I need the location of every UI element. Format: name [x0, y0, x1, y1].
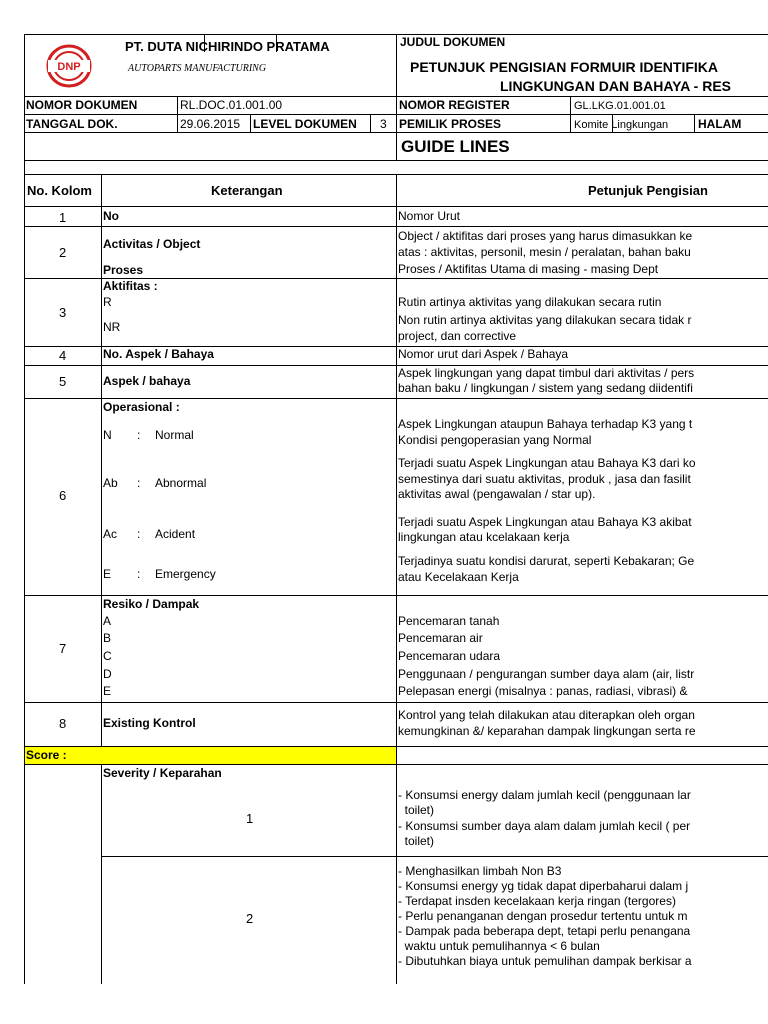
- row-3-ket-r: R: [103, 295, 112, 309]
- row-7-no: 7: [59, 641, 67, 656]
- row-4-ket: No. Aspek / Bahaya: [103, 347, 214, 361]
- row-2-ket-1: Activitas / Object: [103, 237, 201, 251]
- row-2-pet-2: atas : aktivitas, personil, mesin / peralatan, bahan baku: [398, 245, 691, 259]
- severity-1-value: 1: [246, 811, 254, 826]
- row-5-pet-2: bahan baku / lingkungan / sistem yang sedang diidentifi: [398, 381, 693, 395]
- severity-2-value: 2: [246, 911, 254, 926]
- tanggal-label: TANGGAL DOK.: [26, 117, 118, 131]
- row-8-no: 8: [59, 716, 67, 731]
- row-4-no: 4: [59, 348, 67, 363]
- row-6-item-normal-colon: :: [137, 428, 141, 442]
- row-6-item-abnormal-colon: :: [137, 476, 141, 490]
- row-6-item-acident-pet-1: Terjadi suatu Aspek Lingkungan atau Bahaya K3 akibat: [398, 515, 692, 529]
- severity-head: Severity / Keparahan: [103, 766, 222, 780]
- row-6-item-abnormal-code: Ab: [103, 476, 118, 490]
- pemilik-label: PEMILIK PROSES: [399, 117, 502, 131]
- row-3-pet-1: Rutin artinya aktivitas yang dilakukan secara rutin: [398, 295, 662, 309]
- company-logo: [44, 41, 94, 91]
- row-4-pet: Nomor urut dari Aspek / Bahaya: [398, 347, 569, 361]
- row-7-item-b-code: B: [103, 631, 112, 645]
- row-6-item-abnormal-name: Abnormal: [155, 476, 207, 490]
- guide-lines-title: GUIDE LINES: [401, 137, 510, 156]
- severity-2-line-5: - Dampak pada beberapa dept, tetapi perlu penangana: [398, 924, 691, 938]
- nomor-dokumen-value: RL.DOC.01.001.00: [180, 98, 283, 112]
- row-6-ket-head: Operasional :: [103, 400, 180, 414]
- row-7-item-a-pet: Pencemaran tanah: [398, 614, 500, 628]
- row-5-ket: Aspek / bahaya: [103, 374, 191, 388]
- severity-2-line-7: - Dibutuhkan biaya untuk pemulihan dampak berkisar a: [398, 954, 692, 968]
- row-3-no: 3: [59, 305, 67, 320]
- pemilik-value: Komite Lingkungan: [574, 119, 669, 131]
- row-6-item-emergency-colon: :: [137, 567, 141, 581]
- row-3-pet-3: project, dan corrective: [398, 329, 517, 343]
- severity-1-line-2: toilet): [398, 803, 435, 817]
- row-6-item-abnormal-pet-2: semestinya dari suatu aktivitas, produk , jasa dan fasilit: [398, 472, 691, 486]
- row-6-item-normal-code: N: [103, 428, 112, 442]
- row-5-no: 5: [59, 374, 67, 389]
- judul-label: JUDUL DOKUMEN: [400, 35, 506, 49]
- row-7-item-b-pet: Pencemaran air: [398, 631, 483, 645]
- row-6-item-emergency-name: Emergency: [155, 567, 216, 581]
- row-6-item-normal-name: Normal: [155, 428, 194, 442]
- row-7-item-c-code: C: [103, 649, 112, 663]
- row-6-item-acident-pet-2: lingkungan atau kcelakaan kerja: [398, 530, 570, 544]
- score-label: Score :: [26, 748, 67, 762]
- row-5-pet-1: Aspek lingkungan yang dapat timbul dari aktivitas / pers: [398, 366, 695, 380]
- company-name: PT. DUTA NICHIRINDO PRATAMA: [125, 39, 330, 54]
- row-8-ket: Existing Kontrol: [103, 716, 196, 730]
- row-7-item-a-code: A: [103, 614, 112, 628]
- row-6-item-emergency-pet-2: atau Kecelakaan Kerja: [398, 570, 519, 584]
- col-header-petunjuk: Petunjuk Pengisian: [588, 183, 708, 198]
- nomor-register-label: NOMOR REGISTER: [399, 98, 510, 112]
- col-header-no: No. Kolom: [27, 183, 92, 198]
- row-6-item-abnormal-pet-3: aktivitas awal (pengawalan / star up).: [398, 487, 596, 501]
- row-7-ket-head: Resiko / Dampak: [103, 597, 200, 611]
- row-2-pet-1: Object / aktifitas dari proses yang harus dimasukkan ke: [398, 229, 693, 243]
- severity-1-line-3: - Konsumsi sumber daya alam dalam jumlah kecil ( per: [398, 819, 691, 833]
- row-6-item-emergency-pet-1: Terjadinya suatu kondisi darurat, seperti Kebakaran; Ge: [398, 554, 695, 568]
- row-7-item-e-code: E: [103, 684, 112, 698]
- row-6-item-normal-pet-1: Aspek Lingkungan ataupun Bahaya terhadap K3 yang t: [398, 417, 693, 431]
- row-1-pet: Nomor Urut: [398, 209, 461, 223]
- severity-2-line-3: - Terdapat insden kecelakaan kerja ringan (tergores): [398, 894, 676, 908]
- row-6-no: 6: [59, 488, 67, 503]
- row-6-item-normal-pet-2: Kondisi pengoperasian yang Normal: [398, 433, 592, 447]
- severity-1-line-4: toilet): [398, 834, 435, 848]
- row-3-ket-nr: NR: [103, 320, 121, 334]
- severity-2-line-4: - Perlu penanganan dengan prosedur tertentu untuk m: [398, 909, 688, 923]
- row-6-item-acident-name: Acident: [155, 527, 196, 541]
- severity-1-line-1: - Konsumsi energy dalam jumlah kecil (penggunaan lar: [398, 788, 691, 802]
- judul-line-1: PETUNJUK PENGISIAN FORMUIR IDENTIFIKA: [410, 59, 719, 75]
- svg-text:DNP: DNP: [57, 61, 81, 73]
- judul-line-2: LINGKUNGAN DAN BAHAYA - RES: [500, 78, 732, 94]
- row-7-item-d-pet: Penggunaan / pengurangan sumber daya alam (air, listr: [398, 667, 695, 681]
- row-8-pet-1: Kontrol yang telah dilakukan atau diterapkan oleh organ: [398, 708, 695, 722]
- score-highlight: [25, 747, 396, 764]
- row-7-item-d-code: D: [103, 667, 112, 681]
- row-1-ket: No: [103, 209, 119, 223]
- nomor-dokumen-label: NOMOR DOKUMEN: [26, 98, 138, 112]
- row-3-ket-head: Aktifitas :: [103, 279, 158, 293]
- halaman-label: HALAM: [698, 117, 742, 131]
- level-label: LEVEL DOKUMEN: [253, 117, 357, 131]
- row-6-item-emergency-code: E: [103, 567, 112, 581]
- company-subtitle: AUTOPARTS MANUFACTURING: [128, 63, 267, 74]
- row-6-item-abnormal-pet-1: Terjadi suatu Aspek Lingkungan atau Bahaya K3 dari ko: [398, 456, 696, 470]
- level-value: 3: [380, 117, 387, 131]
- row-7-item-c-pet: Pencemaran udara: [398, 649, 501, 663]
- row-2-pet-3: Proses / Aktifitas Utama di masing - masing Dept: [398, 262, 659, 276]
- row-1-no: 1: [59, 210, 67, 225]
- row-3-pet-2: Non rutin artinya aktivitas yang dilakukan secara tidak r: [398, 313, 692, 327]
- row-2-no: 2: [59, 245, 67, 260]
- severity-2-line-2: - Konsumsi energy yg tidak dapat diperbaharui dalam j: [398, 879, 689, 893]
- severity-2-line-1: - Menghasilkan limbah Non B3: [398, 864, 562, 878]
- severity-2-line-6: waktu untuk pemulihannya < 6 bulan: [398, 939, 600, 953]
- row-2-ket-2: Proses: [103, 263, 144, 277]
- document-sheet: [24, 34, 768, 984]
- col-header-keterangan: Keterangan: [211, 183, 283, 198]
- row-6-item-acident-colon: :: [137, 527, 141, 541]
- row-7-item-e-pet: Pelepasan energi (misalnya : panas, radiasi, vibrasi) &: [398, 684, 688, 698]
- row-8-pet-2: kemungkinan &/ keparahan dampak lingkungan serta re: [398, 724, 696, 738]
- nomor-register-value: GL.LKG.01.001.01: [574, 100, 666, 112]
- row-6-item-acident-code: Ac: [103, 527, 118, 541]
- tanggal-value: 29.06.2015: [180, 117, 241, 131]
